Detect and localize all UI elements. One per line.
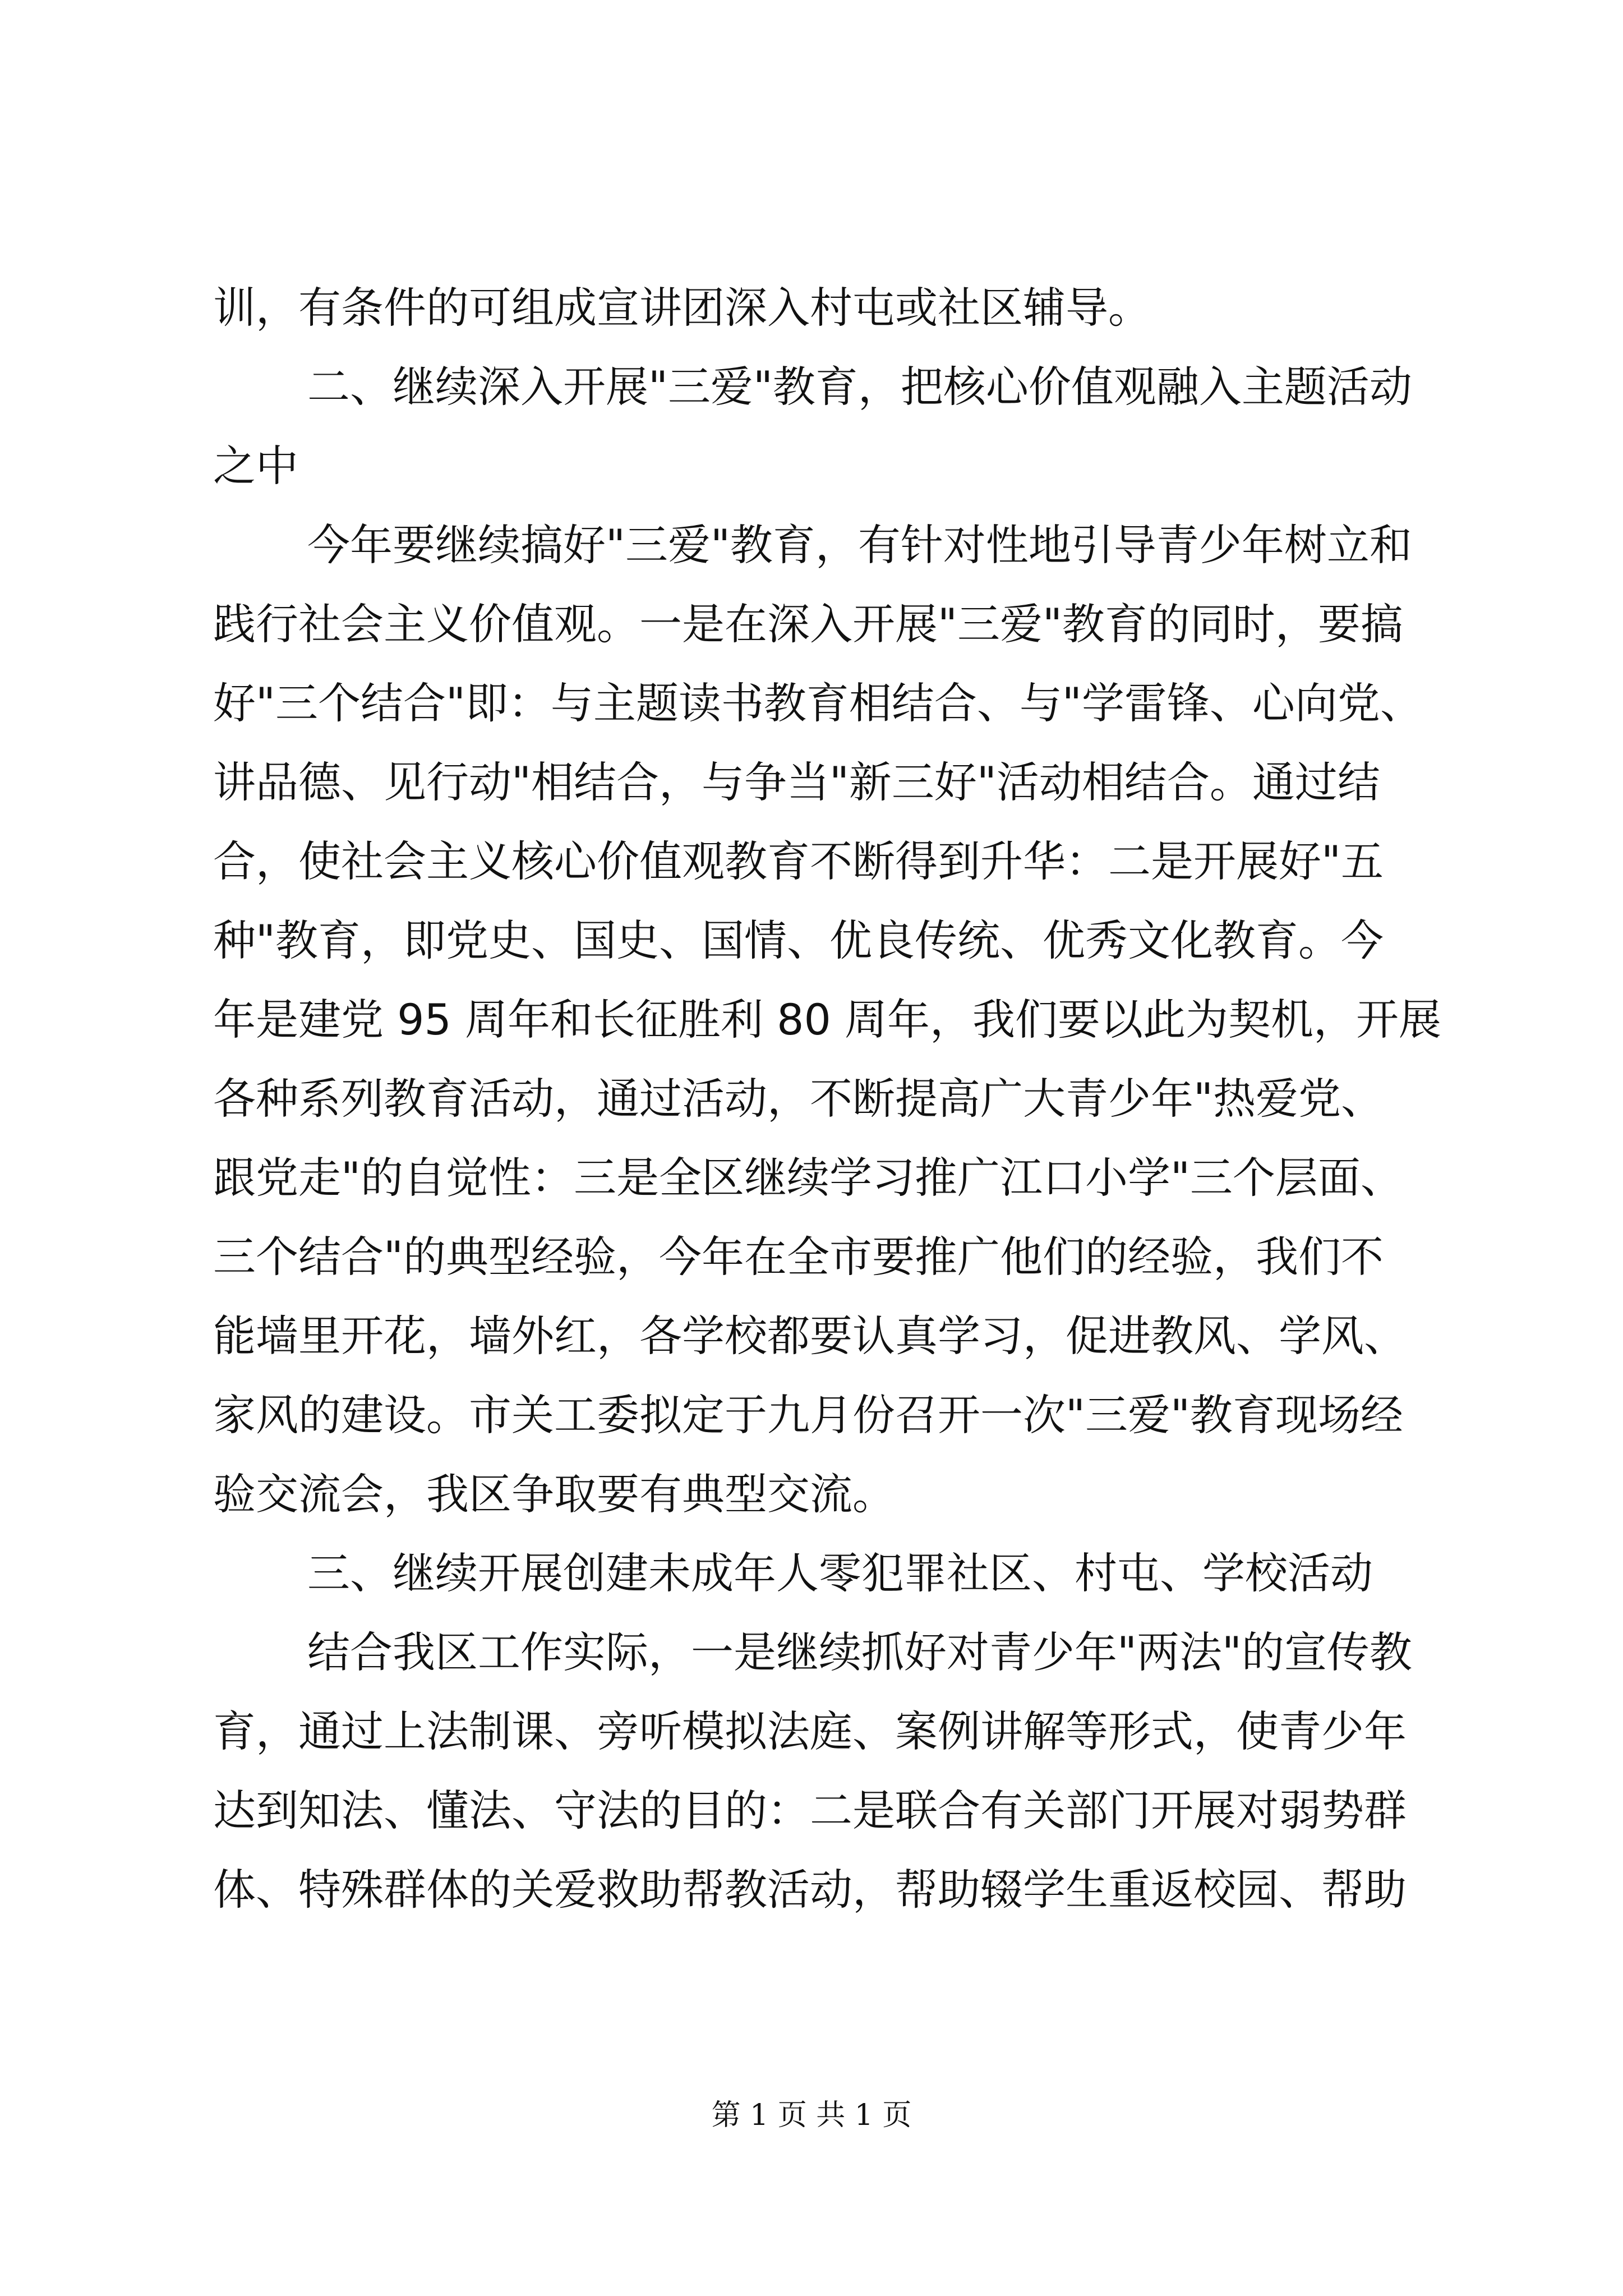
body-text-line: 家风的建设。市关工委拟定于九月份召开一次"三爱"教育现场经 <box>213 1390 1403 1440</box>
document-body <box>213 268 1442 1929</box>
body-text-line: 育，通过上法制课、旁听模拟法庭、案例讲解等形式，使青少年 <box>213 1706 1407 1756</box>
body-text-line: 跟党走"的自觉性：三是全区继续学习推广江口小学"三个层面、 <box>213 1153 1403 1203</box>
body-text-line: 能墙里开花，墙外红，各学校都要认真学习，促进教风、学风、 <box>213 1311 1407 1361</box>
body-text-line: 种"教育，即党史、国史、国情、优良传统、优秀文化教育。今 <box>213 915 1384 965</box>
body-text-line: 达到知法、懂法、守法的目的：二是联合有关部门开展对弱势群 <box>213 1786 1407 1835</box>
body-text-line: 三个结合"的典型经验，今年在全市要推广他们的经验，我们不 <box>213 1232 1384 1282</box>
section-heading-2-line-1: 二、继续深入开展"三爱"教育，把核心价值观融入主题活动 <box>307 362 1412 412</box>
section-heading-2-line-2: 之中 <box>213 441 298 491</box>
body-text-line: 年是建党 95 周年和长征胜利 80 周年，我们要以此为契机，开展 <box>213 995 1442 1045</box>
body-text-line: 讲品德、见行动"相结合，与争当"新三好"活动相结合。通过结 <box>213 757 1380 807</box>
body-text-line: 今年要继续搞好"三爱"教育，有针对性地引导青少年树立和 <box>307 520 1412 570</box>
page-footer: 第 1 页 共 1 页 <box>711 2099 912 2132</box>
section-heading-3: 三、继续开展创建未成年人零犯罪社区、村屯、学校活动 <box>307 1548 1373 1598</box>
body-text-line: 体、特殊群体的关爱救助帮教活动，帮助辍学生重返校园、帮助 <box>213 1865 1407 1915</box>
body-text-line: 践行社会主义价值观。一是在深入开展"三爱"教育的同时，要搞 <box>213 599 1403 649</box>
body-text-line: 训，有条件的可组成宣讲团深入村屯或社区辅导。 <box>213 283 1151 333</box>
body-text-line: 合，使社会主义核心价值观教育不断得到升华：二是开展好"五 <box>213 836 1384 886</box>
body-text-line: 验交流会，我区争取要有典型交流。 <box>213 1469 895 1519</box>
body-text-line: 各种系列教育活动，通过活动，不断提高广大青少年"热爱党、 <box>213 1074 1384 1124</box>
body-text-line: 好"三个结合"即：与主题读书教育相结合、与"学雷锋、心向党、 <box>213 678 1423 728</box>
body-text-line: 结合我区工作实际，一是继续抓好对青少年"两法"的宣传教 <box>307 1627 1412 1677</box>
